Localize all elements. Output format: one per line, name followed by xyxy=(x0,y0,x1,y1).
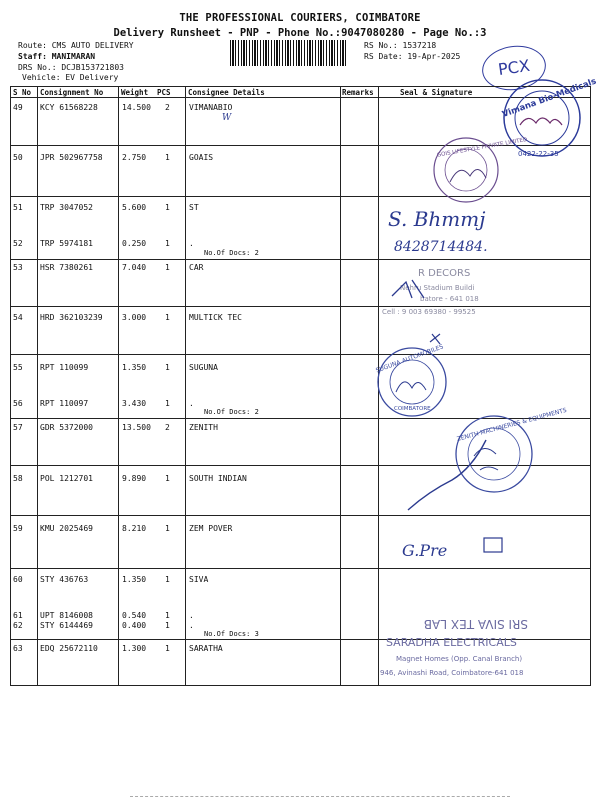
row-weight: 0.250 xyxy=(122,239,147,248)
row-weight: 0.540 xyxy=(122,611,147,620)
zenith-signature xyxy=(474,448,498,470)
row-pcs: 1 xyxy=(165,203,170,212)
row-sno: 61 xyxy=(13,611,23,620)
row-pcs: 1 xyxy=(165,363,170,372)
row-sno: 52 xyxy=(13,239,23,248)
saratha-stamp-name: SARADHA ELECTRICALS xyxy=(386,636,517,649)
row-weight: 7.040 xyxy=(122,263,147,272)
rdecors-city: batore - 641 018 xyxy=(420,295,479,303)
row-consignee: SARATHA xyxy=(189,644,223,653)
row-pcs: 1 xyxy=(165,611,170,620)
col-weight: Weight xyxy=(121,88,149,97)
row-pcs: 1 xyxy=(165,474,170,483)
row-weight: 5.600 xyxy=(122,203,147,212)
row-pcs: 1 xyxy=(165,644,170,653)
siva-stamp xyxy=(424,617,528,631)
col-remarks: Remarks xyxy=(342,88,374,97)
row-sno: 49 xyxy=(13,103,23,112)
row-pcs: 1 xyxy=(165,263,170,272)
runsheet-subtitle: Delivery Runsheet - PNP - Phone No.:9047080280 - Page No.:3 xyxy=(113,27,487,39)
staff-name: MANIMARAN xyxy=(51,52,96,61)
row-sno: 51 xyxy=(13,203,23,212)
row-sno: 63 xyxy=(13,644,23,653)
row-consignee: . xyxy=(189,611,194,620)
row-pcs: 1 xyxy=(165,621,170,630)
drs-number: DRS No.: DCJB153721803 xyxy=(18,63,124,72)
row-pcs: 2 xyxy=(165,423,170,432)
gois-stamp xyxy=(434,137,528,202)
rs-number: RS No.: 1537218 xyxy=(364,41,437,50)
row-weight: 1.300 xyxy=(122,644,147,653)
docs-count: No.Of Docs: 2 xyxy=(204,408,259,416)
row-sno: 50 xyxy=(13,153,23,162)
signature-box-mark xyxy=(484,538,502,552)
row-consignee: GOAIS xyxy=(189,153,214,162)
col-consignee: Consignee Details xyxy=(188,88,265,97)
vehicle-label: Vehicle: EV Delivery xyxy=(22,73,119,82)
saratha-stamp-addr2: 946, Avinashi Road, Coimbatore-641 018 xyxy=(380,669,524,677)
col-sno: S No xyxy=(13,88,32,97)
saratha-stamp xyxy=(380,636,523,677)
rdecors-name: R DECORS xyxy=(418,268,471,279)
row-consignment: HSR 7380261 xyxy=(40,263,93,272)
row-weight: 9.890 xyxy=(122,474,147,483)
zenith-stamp xyxy=(408,407,568,510)
row-consignment: KMU 2025469 xyxy=(40,524,93,533)
zenith-long-stroke xyxy=(408,440,486,510)
vimana-stamp xyxy=(501,77,598,158)
row-consignee: SIVA xyxy=(189,575,209,584)
row-consignee: . xyxy=(189,621,194,630)
signature-row59: G.Pre xyxy=(402,541,448,560)
row-sno: 60 xyxy=(13,575,23,584)
suguna-stamp-city: COIMBATORE xyxy=(394,406,431,412)
pcx-stamp: PCX xyxy=(479,42,549,94)
row-sno: 54 xyxy=(13,313,23,322)
docs-count: No.Of Docs: 3 xyxy=(204,630,259,638)
row-weight: 1.350 xyxy=(122,575,147,584)
col-seal: Seal & Signature xyxy=(400,88,473,97)
suguna-signature xyxy=(396,382,426,392)
row-consignment: TRP 5974181 xyxy=(40,239,93,248)
siva-stamp-name: SRI SIVA TEX LAB xyxy=(423,617,528,631)
row-consignment: EDQ 25672110 xyxy=(40,644,98,653)
row-consignment: GDR 5372000 xyxy=(40,423,93,432)
tick-mark xyxy=(430,334,440,344)
col-consignment: Consignment No xyxy=(40,88,104,97)
row-consignment: STY 6144469 xyxy=(40,621,93,630)
row-consignment: KCY 61568228 xyxy=(40,103,98,112)
vimana-signature xyxy=(520,118,562,125)
rdecors-phone: Cell : 9 003 69380 - 99525 xyxy=(382,308,476,316)
row-consignment: POL 1212701 xyxy=(40,474,93,483)
row-weight: 0.400 xyxy=(122,621,147,630)
row-pcs: 1 xyxy=(165,239,170,248)
row-sno: 62 xyxy=(13,621,23,630)
row-sno: 53 xyxy=(13,263,23,272)
row49-handmark: W xyxy=(222,113,232,123)
signature-row51: S. Bhmmj xyxy=(388,207,486,231)
row-weight: 13.500 xyxy=(122,423,151,432)
row-pcs: 1 xyxy=(165,575,170,584)
docs-count: No.Of Docs: 2 xyxy=(204,249,259,257)
row-consignment: UPT 8146008 xyxy=(40,611,93,620)
row-consignment: JPR 502967758 xyxy=(40,153,103,162)
row-consignee: SOUTH INDIAN xyxy=(189,474,247,483)
row-sno: 57 xyxy=(13,423,23,432)
row-consignment: STY 436763 xyxy=(40,575,89,584)
row-consignee: ST xyxy=(189,203,199,212)
row-weight: 3.000 xyxy=(122,313,147,322)
bottom-fold-line xyxy=(130,796,510,799)
row-sno: 59 xyxy=(13,524,23,533)
row-weight: 14.500 xyxy=(122,103,151,112)
row-weight: 3.430 xyxy=(122,399,147,408)
saratha-stamp-addr1: Magnet Homes (Opp. Canal Branch) xyxy=(396,655,523,663)
row-consignment: TRP 3047052 xyxy=(40,203,93,212)
row-weight: 2.750 xyxy=(122,153,147,162)
row-consignment: RPT 110097 xyxy=(40,399,89,408)
vimana-stamp-text: Vimana Bio-Medicals xyxy=(500,76,598,120)
row-pcs: 1 xyxy=(165,524,170,533)
phone-row51: 8428714484. xyxy=(394,239,488,255)
row-pcs: 1 xyxy=(165,153,170,162)
row-sno: 56 xyxy=(13,399,23,408)
row-pcs: 2 xyxy=(165,103,170,112)
row-sno: 55 xyxy=(13,363,23,372)
route-label: Route: CMS AUTO DELIVERY xyxy=(18,41,134,50)
row-weight: 8.210 xyxy=(122,524,147,533)
row-pcs: 1 xyxy=(165,399,170,408)
row-consignee: ZENITH xyxy=(189,423,218,432)
rdecors-stamp xyxy=(382,268,479,344)
row-consignee: . xyxy=(189,239,194,248)
zenith-stamp-text: ZENITH MACHINERIES & EQUIPMENTS xyxy=(456,406,568,443)
row-consignee: MULTICK TEC xyxy=(189,313,242,322)
gois-stamp-text: GOIS LIFESTYLE PRIVATE LIMITED xyxy=(436,136,528,159)
staff-label: Staff: xyxy=(18,52,47,61)
row-sno: 58 xyxy=(13,474,23,483)
row-consignee: CAR xyxy=(189,263,204,272)
row-consignee: . xyxy=(189,399,194,408)
row-consignment: HRD 362103239 xyxy=(40,313,103,322)
vimana-stamp-phone: 0422-22-35 xyxy=(518,150,559,158)
row-consignee: ZEM POVER xyxy=(189,524,233,533)
suguna-stamp-text: SUGUNA AUTOMOBILES xyxy=(374,343,445,375)
rdecors-address: Nehru Stadium Buildi xyxy=(400,284,475,292)
row-consignee: VIMANABIO xyxy=(189,103,233,112)
col-pcs: PCS xyxy=(157,88,171,97)
row-consignee: SUGUNA xyxy=(189,363,218,372)
suguna-stamp xyxy=(375,343,446,416)
company-title: THE PROFESSIONAL COURIERS, COIMBATORE xyxy=(179,12,421,24)
gois-signature xyxy=(450,169,486,182)
rs-date: RS Date: 19-Apr-2025 xyxy=(364,52,461,61)
row-consignment: RPT 110099 xyxy=(40,363,89,372)
row-weight: 1.350 xyxy=(122,363,147,372)
row-pcs: 1 xyxy=(165,313,170,322)
